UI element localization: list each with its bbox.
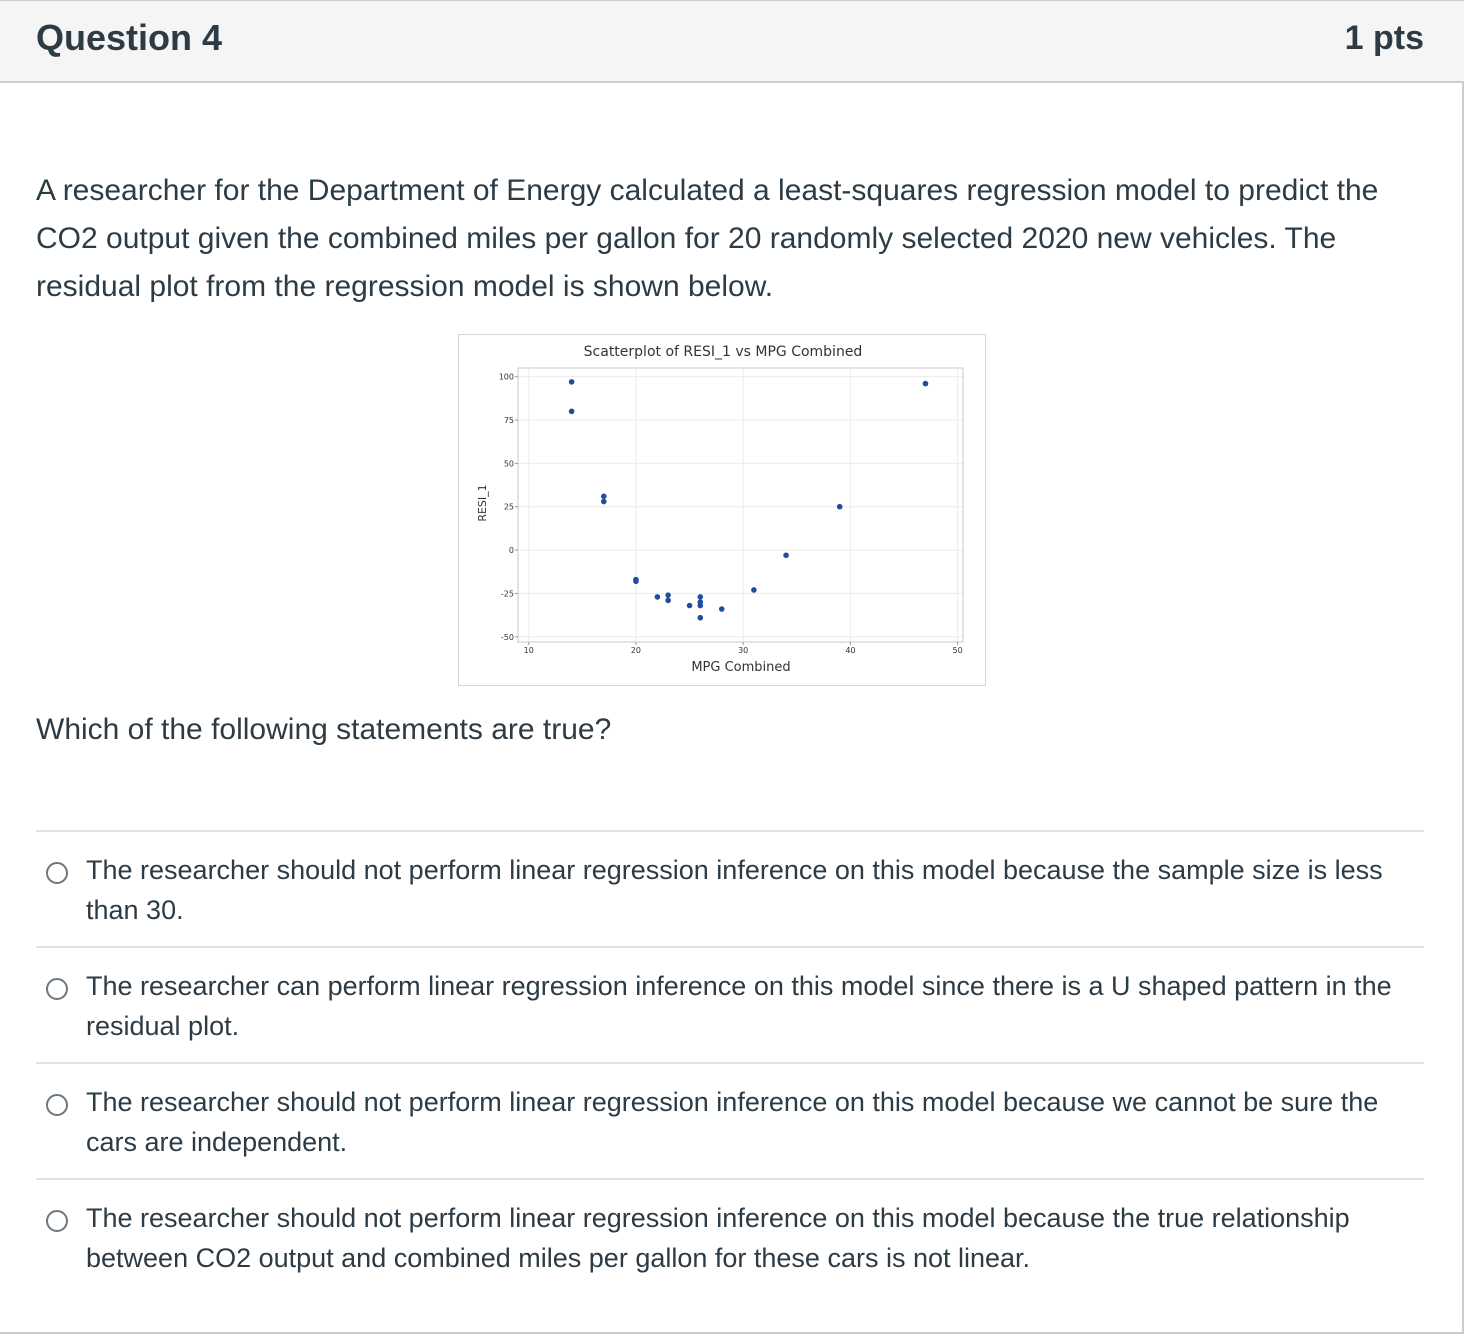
y-tick-label: 100	[498, 372, 514, 382]
x-tick-label: 30	[738, 646, 749, 655]
x-axis-label: MPG Combined	[691, 660, 791, 675]
data-point	[697, 615, 703, 621]
data-point	[687, 603, 693, 609]
data-point	[633, 579, 639, 585]
data-point	[665, 592, 671, 598]
y-tick-label: 25	[503, 502, 514, 512]
data-point	[655, 594, 661, 600]
y-tick-label: 50	[503, 459, 514, 469]
x-tick-label: 50	[952, 646, 963, 655]
question-points: 1 pts	[1344, 19, 1424, 57]
y-axis-ticks	[499, 373, 518, 642]
data-point	[751, 587, 757, 593]
answer-option-4[interactable]	[36, 1178, 1424, 1294]
y-tick-label: 75	[503, 416, 514, 426]
data-point	[719, 606, 725, 612]
question-prompt: A researcher for the Department of Energy calculated a least-squares regression model to predict the CO2 output given the combined miles per gallon for 20 randomly selected 2020 new vehicles. The residual plot from the regression model is shown below.	[36, 174, 1379, 303]
radio-button[interactable]	[46, 978, 68, 1000]
question-header	[0, 0, 1464, 83]
data-point	[697, 603, 703, 609]
answer-option-2[interactable]	[36, 946, 1424, 1062]
radio-button[interactable]	[46, 862, 68, 884]
y-tick-label: 0	[508, 546, 514, 556]
data-point	[601, 499, 607, 505]
data-points	[569, 379, 928, 620]
data-point	[697, 594, 703, 600]
residual-plot-figure	[458, 334, 986, 686]
answer-option-3[interactable]	[36, 1062, 1424, 1178]
question-stem: Which of the following statements are true?	[36, 713, 612, 746]
residual-scatterplot	[459, 335, 987, 687]
x-axis-ticks	[524, 642, 963, 655]
y-tick-label: -50	[500, 632, 514, 642]
data-point	[569, 379, 575, 385]
data-point	[783, 552, 789, 558]
y-tick-label: -25	[500, 589, 514, 599]
answer-label: The researcher can perform linear regression inference on this model since there is a U shaped pattern in the residual plot.	[86, 971, 1392, 1041]
x-tick-label: 10	[523, 646, 534, 655]
y-axis-label: RESI_1	[476, 484, 489, 522]
data-point	[569, 409, 575, 415]
data-point	[837, 504, 843, 510]
data-point	[601, 494, 607, 500]
data-point	[923, 381, 929, 387]
answer-list	[36, 830, 1424, 1294]
plot-area	[518, 368, 963, 642]
answer-label: The researcher should not perform linear regression inference on this model because we cannot be sure the cars are independent.	[86, 1087, 1379, 1157]
radio-button[interactable]	[46, 1210, 68, 1232]
data-point	[665, 598, 671, 604]
answer-label: The researcher should not perform linear regression inference on this model because the true relationship between CO2 output and combined miles per gallon for these cars is not linear.	[86, 1203, 1350, 1273]
radio-button[interactable]	[46, 1094, 68, 1116]
x-tick-label: 40	[845, 646, 856, 655]
answer-label: The researcher should not perform linear regression inference on this model because the sample size is less than 30.	[86, 855, 1383, 925]
question-title: Question 4	[36, 17, 223, 58]
answer-option-1[interactable]	[36, 830, 1424, 946]
x-tick-label: 20	[630, 646, 642, 655]
chart-title: Scatterplot of RESI_1 vs MPG Combined	[583, 344, 863, 360]
chart-gridlines	[518, 368, 963, 642]
